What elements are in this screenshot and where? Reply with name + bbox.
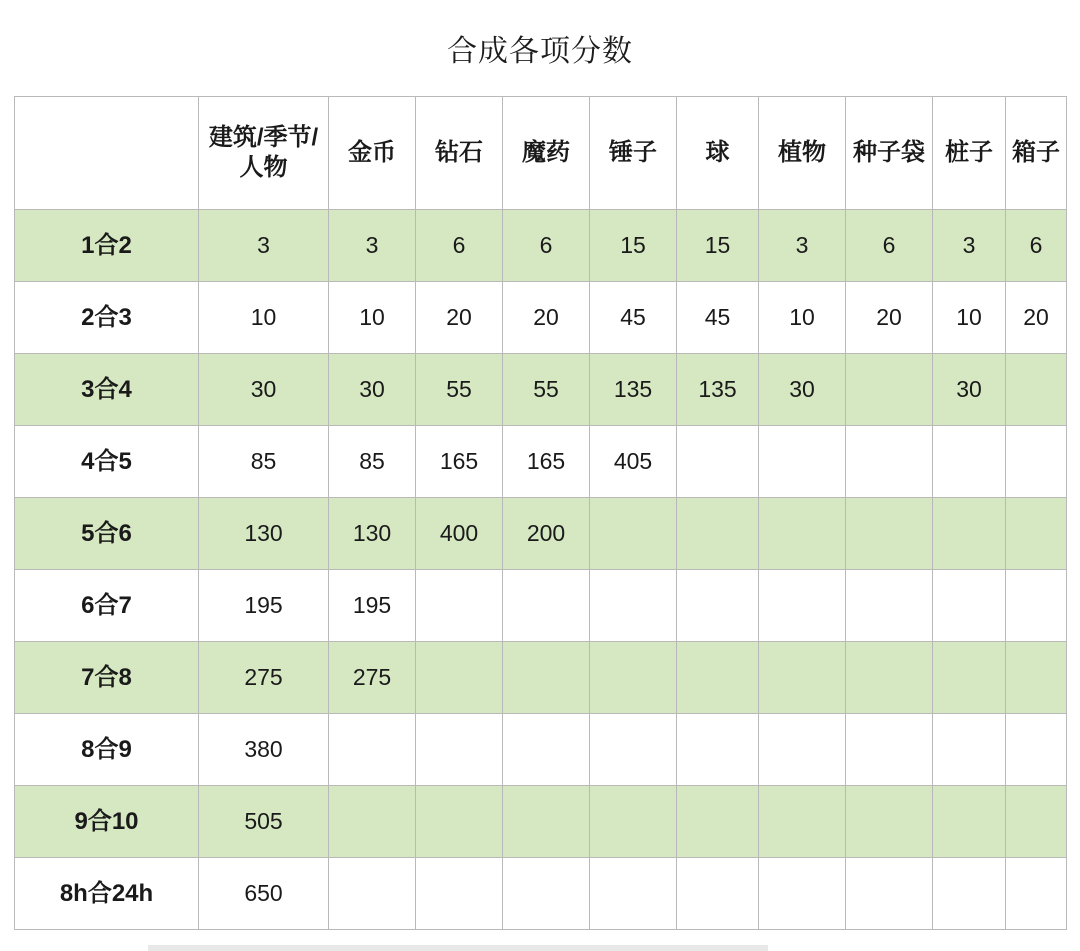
table-cell: [933, 426, 1006, 498]
table-cell: 3: [199, 210, 329, 282]
table-cell: 650: [199, 858, 329, 930]
table-cell: [416, 786, 503, 858]
table-cell: 30: [199, 354, 329, 426]
table-cell: [1006, 570, 1067, 642]
table-cell: [759, 642, 846, 714]
table-cell: 3: [933, 210, 1006, 282]
table-cell: 15: [677, 210, 759, 282]
table-cell: [677, 858, 759, 930]
table-cell: 165: [416, 426, 503, 498]
table-cell: [590, 498, 677, 570]
table-cell: 275: [329, 642, 416, 714]
row-label: 7合8: [15, 642, 199, 714]
table-cell: 20: [1006, 282, 1067, 354]
table-cell: 380: [199, 714, 329, 786]
table-cell: 20: [416, 282, 503, 354]
table-cell: [1006, 858, 1067, 930]
table-cell: [1006, 498, 1067, 570]
table-cell: 195: [199, 570, 329, 642]
table-row: [15, 426, 1067, 498]
header-row: [15, 97, 1067, 210]
table-cell: [590, 570, 677, 642]
table-cell: [846, 858, 933, 930]
table-cell: [1006, 642, 1067, 714]
table-cell: [846, 498, 933, 570]
table-cell: [503, 642, 590, 714]
page-title: 合成各项分数: [447, 35, 633, 68]
table-cell: [677, 642, 759, 714]
row-label: 4合5: [15, 426, 199, 498]
table-cell: 20: [846, 282, 933, 354]
table-cell: 6: [503, 210, 590, 282]
table-cell: [590, 858, 677, 930]
table-cell: 6: [416, 210, 503, 282]
score-table-container: [14, 96, 1066, 930]
table-header: [15, 97, 1067, 210]
table-cell: [677, 570, 759, 642]
table-cell: [677, 426, 759, 498]
table-cell: [759, 498, 846, 570]
column-header: 桩子: [933, 97, 1006, 210]
table-cell: 55: [416, 354, 503, 426]
table-cell: 195: [329, 570, 416, 642]
table-cell: 10: [199, 282, 329, 354]
bottom-divider: [148, 945, 768, 951]
column-header: 种子袋: [846, 97, 933, 210]
table-cell: 10: [329, 282, 416, 354]
table-cell: 45: [677, 282, 759, 354]
table-cell: [933, 714, 1006, 786]
table-cell: [759, 714, 846, 786]
table-row: [15, 210, 1067, 282]
table-cell: 10: [759, 282, 846, 354]
row-label: 5合6: [15, 498, 199, 570]
table-cell: 3: [329, 210, 416, 282]
row-label: 2合3: [15, 282, 199, 354]
table-row: [15, 642, 1067, 714]
table-row: [15, 570, 1067, 642]
table-cell: [846, 786, 933, 858]
column-header: 金币: [329, 97, 416, 210]
table-cell: [933, 858, 1006, 930]
column-header: 建筑/季节/人物: [199, 97, 329, 210]
table-cell: [677, 786, 759, 858]
table-cell: 400: [416, 498, 503, 570]
table-cell: [759, 858, 846, 930]
table-cell: 135: [590, 354, 677, 426]
table-cell: [1006, 714, 1067, 786]
table-cell: [503, 570, 590, 642]
table-cell: 165: [503, 426, 590, 498]
table-cell: [933, 498, 1006, 570]
column-header: 球: [677, 97, 759, 210]
table-row: [15, 354, 1067, 426]
table-cell: [759, 786, 846, 858]
score-table: [14, 96, 1067, 930]
table-cell: 30: [329, 354, 416, 426]
table-cell: 30: [759, 354, 846, 426]
table-cell: [846, 354, 933, 426]
table-cell: 505: [199, 786, 329, 858]
table-cell: [1006, 426, 1067, 498]
table-cell: [329, 714, 416, 786]
table-cell: [759, 426, 846, 498]
table-cell: 200: [503, 498, 590, 570]
table-cell: [933, 642, 1006, 714]
table-cell: 130: [329, 498, 416, 570]
table-cell: [416, 714, 503, 786]
table-cell: [677, 498, 759, 570]
table-cell: [846, 642, 933, 714]
table-cell: 405: [590, 426, 677, 498]
table-row: [15, 858, 1067, 930]
table-cell: 275: [199, 642, 329, 714]
table-cell: 3: [759, 210, 846, 282]
table-cell: [677, 714, 759, 786]
table-cell: 85: [199, 426, 329, 498]
column-header: 锤子: [590, 97, 677, 210]
table-cell: 20: [503, 282, 590, 354]
row-label: 8合9: [15, 714, 199, 786]
table-cell: [503, 714, 590, 786]
table-cell: 10: [933, 282, 1006, 354]
table-cell: [933, 570, 1006, 642]
row-label: 9合10: [15, 786, 199, 858]
table-cell: 15: [590, 210, 677, 282]
table-cell: [416, 858, 503, 930]
table-cell: 45: [590, 282, 677, 354]
table-row: [15, 714, 1067, 786]
table-cell: 85: [329, 426, 416, 498]
column-header: 植物: [759, 97, 846, 210]
table-cell: [503, 858, 590, 930]
table-cell: [590, 714, 677, 786]
table-row: [15, 498, 1067, 570]
table-cell: [329, 858, 416, 930]
table-cell: 6: [1006, 210, 1067, 282]
column-header: 箱子: [1006, 97, 1067, 210]
table-cell: [846, 426, 933, 498]
column-header: 钻石: [416, 97, 503, 210]
table-corner-cell: [15, 97, 199, 210]
table-cell: 55: [503, 354, 590, 426]
row-label: 3合4: [15, 354, 199, 426]
table-row: [15, 282, 1067, 354]
table-cell: [590, 642, 677, 714]
table-cell: 6: [846, 210, 933, 282]
table-cell: [1006, 786, 1067, 858]
table-cell: 30: [933, 354, 1006, 426]
table-row: [15, 786, 1067, 858]
table-cell: [759, 570, 846, 642]
row-label: 1合2: [15, 210, 199, 282]
table-cell: [846, 570, 933, 642]
table-cell: [846, 714, 933, 786]
table-cell: [416, 570, 503, 642]
column-header: 魔药: [503, 97, 590, 210]
table-cell: [503, 786, 590, 858]
row-label: 6合7: [15, 570, 199, 642]
table-cell: [590, 786, 677, 858]
table-cell: [329, 786, 416, 858]
table-body: [15, 210, 1067, 930]
table-cell: 135: [677, 354, 759, 426]
table-cell: [933, 786, 1006, 858]
table-cell: [416, 642, 503, 714]
table-cell: 130: [199, 498, 329, 570]
table-cell: [1006, 354, 1067, 426]
row-label: 8h合24h: [15, 858, 199, 930]
